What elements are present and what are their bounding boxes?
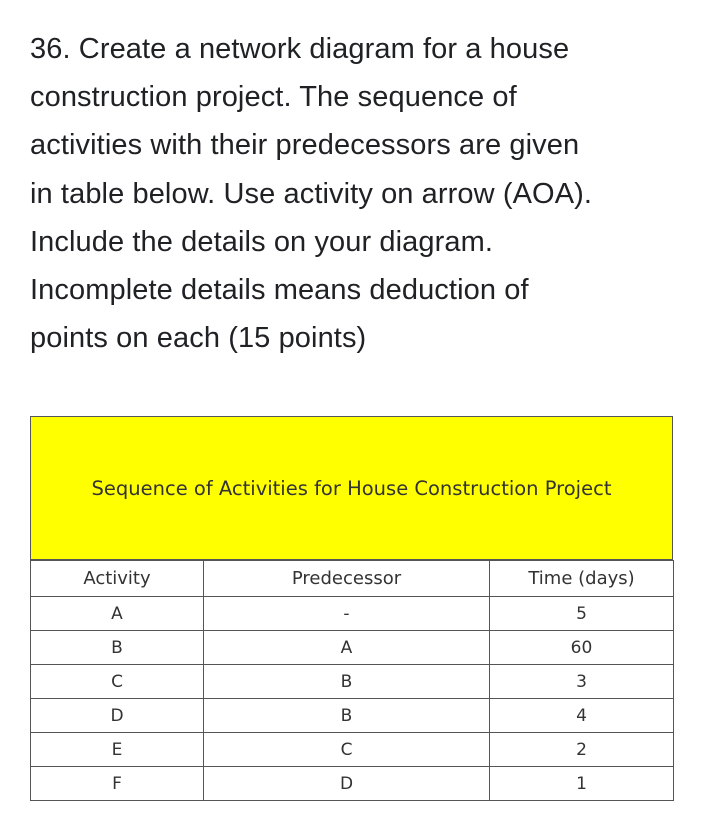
cell-predecessor: D <box>204 767 490 801</box>
table-row <box>31 767 674 801</box>
header-predecessor: Predecessor <box>204 561 490 597</box>
cell-predecessor: B <box>204 665 490 699</box>
cell-time: 1 <box>490 767 674 801</box>
question-text <box>30 25 690 362</box>
cell-activity: B <box>31 631 204 665</box>
cell-predecessor: A <box>204 631 490 665</box>
question-line: Incomplete details means deduction of <box>30 274 529 307</box>
table-title-banner <box>30 416 673 560</box>
table-row <box>31 733 674 767</box>
header-time: Time (days) <box>490 561 674 597</box>
cell-predecessor: B <box>204 699 490 733</box>
cell-activity: C <box>31 665 204 699</box>
table-row <box>31 665 674 699</box>
table-row <box>31 597 674 631</box>
cell-activity: D <box>31 699 204 733</box>
question-line: in table below. Use activity on arrow (AOA). <box>30 177 593 210</box>
table-header-row <box>31 561 674 597</box>
cell-predecessor: - <box>204 597 490 631</box>
question-line: 36. Create a network diagram for a house <box>30 33 570 65</box>
header-activity: Activity <box>31 561 204 597</box>
cell-time: 3 <box>490 665 674 699</box>
cell-activity: A <box>31 597 204 631</box>
cell-time: 60 <box>490 631 674 665</box>
question-line: Include the details on your diagram. <box>30 225 494 258</box>
table-title: Sequence of Activities for House Construction Project <box>91 476 612 500</box>
cell-time: 4 <box>490 699 674 733</box>
table-row <box>31 631 674 665</box>
cell-time: 2 <box>490 733 674 767</box>
cell-activity: F <box>31 767 204 801</box>
cell-time: 5 <box>490 597 674 631</box>
cell-activity: E <box>31 733 204 767</box>
table-row <box>31 699 674 733</box>
activity-grid <box>30 560 674 801</box>
question-line: activities with their predecessors are given <box>30 129 580 162</box>
activity-table <box>30 416 673 801</box>
question-line: points on each (15 points) <box>30 322 367 355</box>
cell-predecessor: C <box>204 733 490 767</box>
question-line: construction project. The sequence of <box>30 81 517 114</box>
